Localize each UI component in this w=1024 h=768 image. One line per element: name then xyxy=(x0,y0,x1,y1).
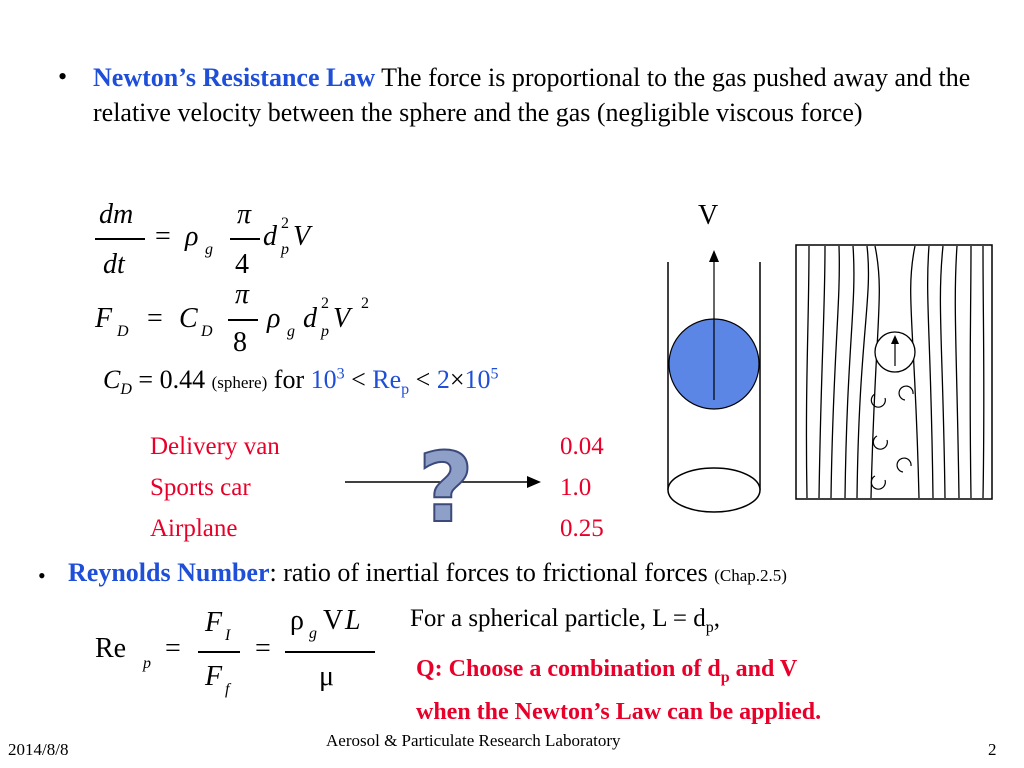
re-lhs: Re xyxy=(95,633,127,664)
eq1-four: 4 xyxy=(235,249,249,280)
eq1-d-sup: 2 xyxy=(281,215,289,232)
eq2-rho: ρ xyxy=(267,303,281,334)
bullet-marker-2: • xyxy=(38,563,46,588)
eq1-denominator: dt xyxy=(103,249,125,280)
vehicle-value: 0.04 xyxy=(560,433,604,460)
eq1-pi: π xyxy=(237,199,252,230)
eq2-d: d xyxy=(303,303,317,334)
question-text xyxy=(416,652,821,729)
re-f-den-sub: f xyxy=(225,681,230,698)
eq2-F-sub: D xyxy=(117,323,129,340)
eq2-d-sub: p xyxy=(321,323,329,340)
streamline-diagram xyxy=(795,244,995,502)
cd-C: C xyxy=(103,365,121,394)
re-v: V xyxy=(323,605,344,636)
footer-lab: Aerosol & Particulate Research Laboratory xyxy=(326,731,621,750)
cd-C-sub: D xyxy=(120,381,132,399)
eq2-v-sup: 2 xyxy=(361,295,369,312)
vehicle-value: 0.25 xyxy=(560,515,604,542)
sphere-in-tube-diagram xyxy=(660,240,770,520)
eq1-equals: = xyxy=(155,221,171,252)
re-rho: ρ xyxy=(290,605,304,636)
equation-drag-force xyxy=(95,279,415,368)
cd-value: 0.44 xyxy=(159,365,206,394)
eq2-eight: 8 xyxy=(233,327,247,358)
eq2-d-sup: 2 xyxy=(321,295,329,312)
re-equals: = xyxy=(165,633,181,664)
re-L: L xyxy=(345,605,361,636)
spherical-note: For a spherical particle, $L = d_p$, xyxy=(410,605,720,636)
cd-for: for xyxy=(273,365,305,394)
eq2-v: V xyxy=(333,303,351,334)
eq1-rho: ρ xyxy=(185,221,199,252)
cd-equals: = xyxy=(138,365,154,394)
eq1-rho-sub: g xyxy=(205,241,213,258)
eq2-equals: = xyxy=(147,303,163,334)
vehicle-value: 1.0 xyxy=(560,474,592,501)
vehicle-label: Airplane xyxy=(150,515,238,542)
vehicle-label: Delivery van xyxy=(150,433,280,460)
vehicle-label: Sports car xyxy=(150,474,251,501)
eq2-C-sub: D xyxy=(201,323,213,340)
re-f-num-sub: I xyxy=(225,627,231,644)
bullet-marker: • xyxy=(58,62,68,91)
equation-dm-dt xyxy=(95,195,355,285)
reynolds-equation xyxy=(95,605,395,705)
reynolds-ref: (Chap.2.5) xyxy=(714,566,787,585)
question-mark-icon: ? xyxy=(418,432,474,544)
eq2-C: C xyxy=(179,303,198,334)
vehicle-labels xyxy=(150,426,280,549)
eq1-v: V xyxy=(293,221,311,252)
reynolds-text: : ratio of inertial forces to frictional forces xyxy=(269,558,715,587)
re-lhs-sub: p xyxy=(143,655,151,672)
re-equals-2: = xyxy=(255,633,271,664)
newtons-law-text: The force is proportional to the gas pushed away and the relative velocity between the sphere and the gas (negligible viscous force) xyxy=(93,63,971,127)
reynolds-heading: Reynolds Number xyxy=(68,558,270,587)
eq1-d-sub: p xyxy=(281,241,289,258)
question-line-2: when the Newton’s Law can be applied. xyxy=(416,698,822,725)
velocity-label: V xyxy=(698,200,719,231)
eq2-F: F xyxy=(95,303,113,334)
cd-range: $10^3 < Re_p < 2\times 10^5$ xyxy=(310,365,499,399)
footer-page-number: 2 xyxy=(988,740,997,759)
newtons-law-heading: Newton’s Resistance Law xyxy=(93,63,376,92)
re-f-den: F xyxy=(205,661,223,692)
eq1-numerator: dm xyxy=(99,199,134,230)
cd-note: (sphere) xyxy=(211,373,268,392)
eq2-rho-sub: g xyxy=(287,323,295,340)
re-rho-sub: g xyxy=(309,625,317,642)
question-line-1: Q: Choose a combination of $d_p$ and V xyxy=(416,656,798,686)
re-mu: μ xyxy=(319,661,335,692)
drag-coefficient-line xyxy=(103,365,499,399)
eq2-pi: π xyxy=(235,279,250,310)
reynolds-paragraph xyxy=(68,558,787,588)
re-f-num: F xyxy=(205,607,223,638)
footer-date: 2014/8/8 xyxy=(8,740,69,759)
vehicle-values xyxy=(560,426,604,549)
newtons-law-paragraph xyxy=(93,60,973,130)
eq1-d: d xyxy=(263,221,277,252)
